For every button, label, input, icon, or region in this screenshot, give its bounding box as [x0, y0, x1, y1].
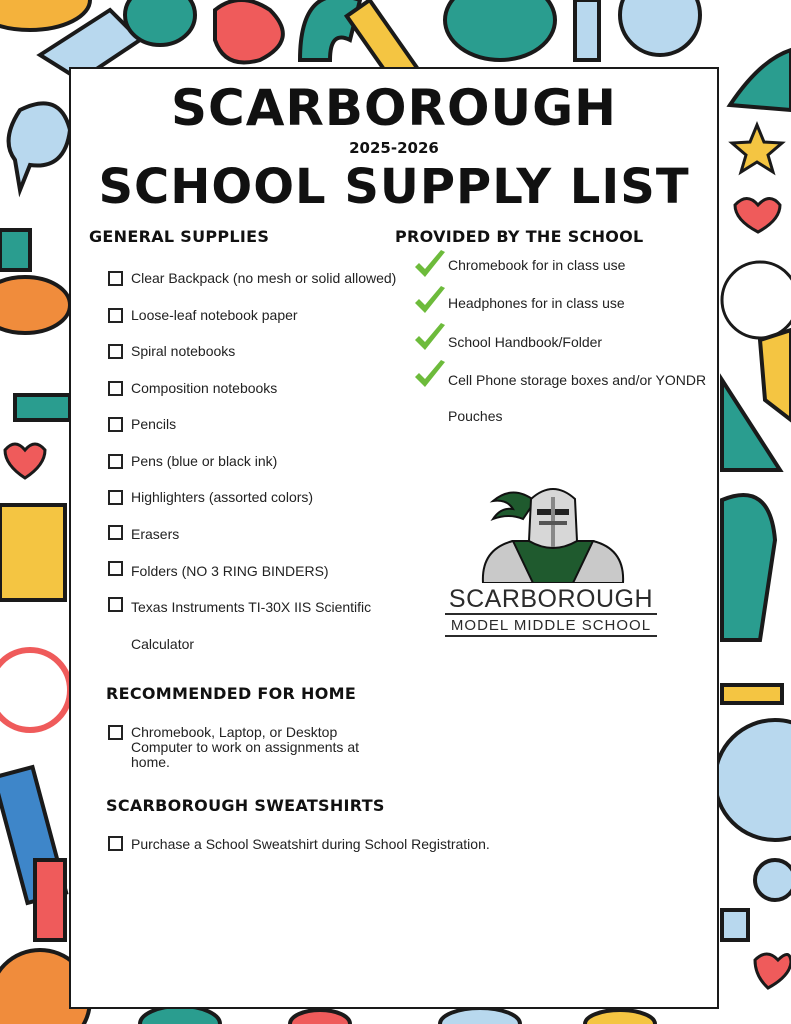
logo-divider [445, 635, 657, 637]
headphones-icon [722, 262, 791, 338]
general-item-folders: Folders (NO 3 RING BINDERS) [131, 563, 329, 579]
general-item-pencils: Pencils [131, 416, 177, 432]
general-item-highlighters: Highlighters (assorted colors) [131, 489, 314, 505]
checkbox-folders[interactable] [108, 561, 123, 576]
checkbox-calculator[interactable] [108, 597, 123, 612]
checkmark-icon [413, 359, 447, 391]
glue-icon [722, 910, 748, 940]
calculator-icon [0, 230, 30, 270]
knight-mascot-icon [473, 479, 633, 583]
school-logo [443, 479, 659, 635]
magnet-icon [300, 0, 360, 60]
star-icon [732, 125, 782, 172]
home-heading: RECOMMENDED FOR HOME [106, 684, 357, 703]
general-item-calculator: Texas Instruments TI-30X IIS Scientific [131, 599, 372, 615]
bottom-red-icon [290, 1010, 350, 1024]
bottom-blue-icon [440, 1008, 520, 1024]
blob-teal [125, 0, 195, 45]
checkbox-composition[interactable] [108, 381, 123, 396]
home-item-line2: Computer to work on assignments at [131, 739, 359, 755]
ball-icon [0, 0, 90, 30]
checkbox-sweatshirt[interactable] [108, 836, 123, 851]
supply-list-card [69, 67, 719, 1009]
provided-item-headphones: Headphones for in class use [448, 295, 625, 311]
microscope-icon [722, 495, 775, 640]
abacus-icon [0, 505, 65, 600]
general-item-erasers: Erasers [131, 526, 180, 542]
heart-right-icon [735, 199, 780, 233]
home-item-line1: Chromebook, Laptop, or Desktop [131, 724, 338, 740]
general-item-calculator-cont: Calculator [131, 636, 195, 652]
logo-divider [445, 613, 657, 615]
checkmark-icon [413, 285, 447, 317]
globe-icon [620, 0, 700, 55]
supply-list-title: SCHOOL SUPPLY LIST [98, 159, 690, 215]
provided-item-handbook: School Handbook/Folder [448, 334, 603, 350]
heart-bottom-icon [755, 954, 791, 988]
speech-bubble-icon [9, 103, 70, 190]
general-item-paper: Loose-leaf notebook paper [131, 307, 298, 323]
stethoscope-icon [0, 650, 70, 730]
checkbox-computer[interactable] [108, 725, 123, 740]
checkbox-highlighters[interactable] [108, 490, 123, 505]
pencil-right-icon [722, 685, 782, 703]
crayon-red-icon [35, 860, 65, 940]
checkmark-icon [413, 322, 447, 354]
tube-icon [575, 0, 599, 60]
apple-icon [215, 0, 283, 63]
home-item-line3: home. [131, 754, 170, 770]
checkbox-backpack[interactable] [108, 271, 123, 286]
sweatshirt-item: Purchase a School Sweatshirt during School Registration. [131, 836, 490, 852]
checkbox-paper[interactable] [108, 308, 123, 323]
general-item-composition: Composition notebooks [131, 380, 278, 396]
checkbox-spiral[interactable] [108, 344, 123, 359]
bottom-yellow-icon [585, 1010, 655, 1024]
flask-green-icon [730, 50, 791, 110]
general-item-backpack: Clear Backpack (no mesh or solid allowed) [131, 270, 397, 286]
general-item-spiral: Spiral notebooks [131, 343, 236, 359]
provided-heading: PROVIDED BY THE SCHOOL [395, 227, 644, 246]
football-icon [0, 277, 70, 333]
school-year: 2025-2026 [349, 139, 439, 157]
logo-school-name: SCARBOROUGH [448, 585, 654, 613]
school-name-title: SCARBOROUGH [170, 79, 617, 137]
heart-icon [5, 444, 45, 478]
sweatshirts-heading: SCARBOROUGH SWEATSHIRTS [106, 796, 385, 815]
checkbox-pens[interactable] [108, 454, 123, 469]
checkbox-erasers[interactable] [108, 525, 123, 540]
marker-icon [15, 395, 70, 420]
ruler-icon [760, 330, 791, 420]
backpack-icon [445, 0, 555, 60]
provided-item-pouches: Pouches [448, 408, 503, 424]
logo-school-type: MODEL MIDDLE SCHOOL [450, 617, 652, 634]
checkbox-pencils[interactable] [108, 417, 123, 432]
provided-item-phone-storage: Cell Phone storage boxes and/or YONDR [448, 372, 707, 388]
provided-item-chromebook: Chromebook for in class use [448, 257, 626, 273]
globe-right-icon [715, 720, 791, 840]
general-item-pens: Pens (blue or black ink) [131, 453, 278, 469]
checkmark-icon [413, 249, 447, 281]
magnifier-icon [755, 860, 791, 900]
general-supplies-heading: GENERAL SUPPLIES [89, 227, 270, 246]
